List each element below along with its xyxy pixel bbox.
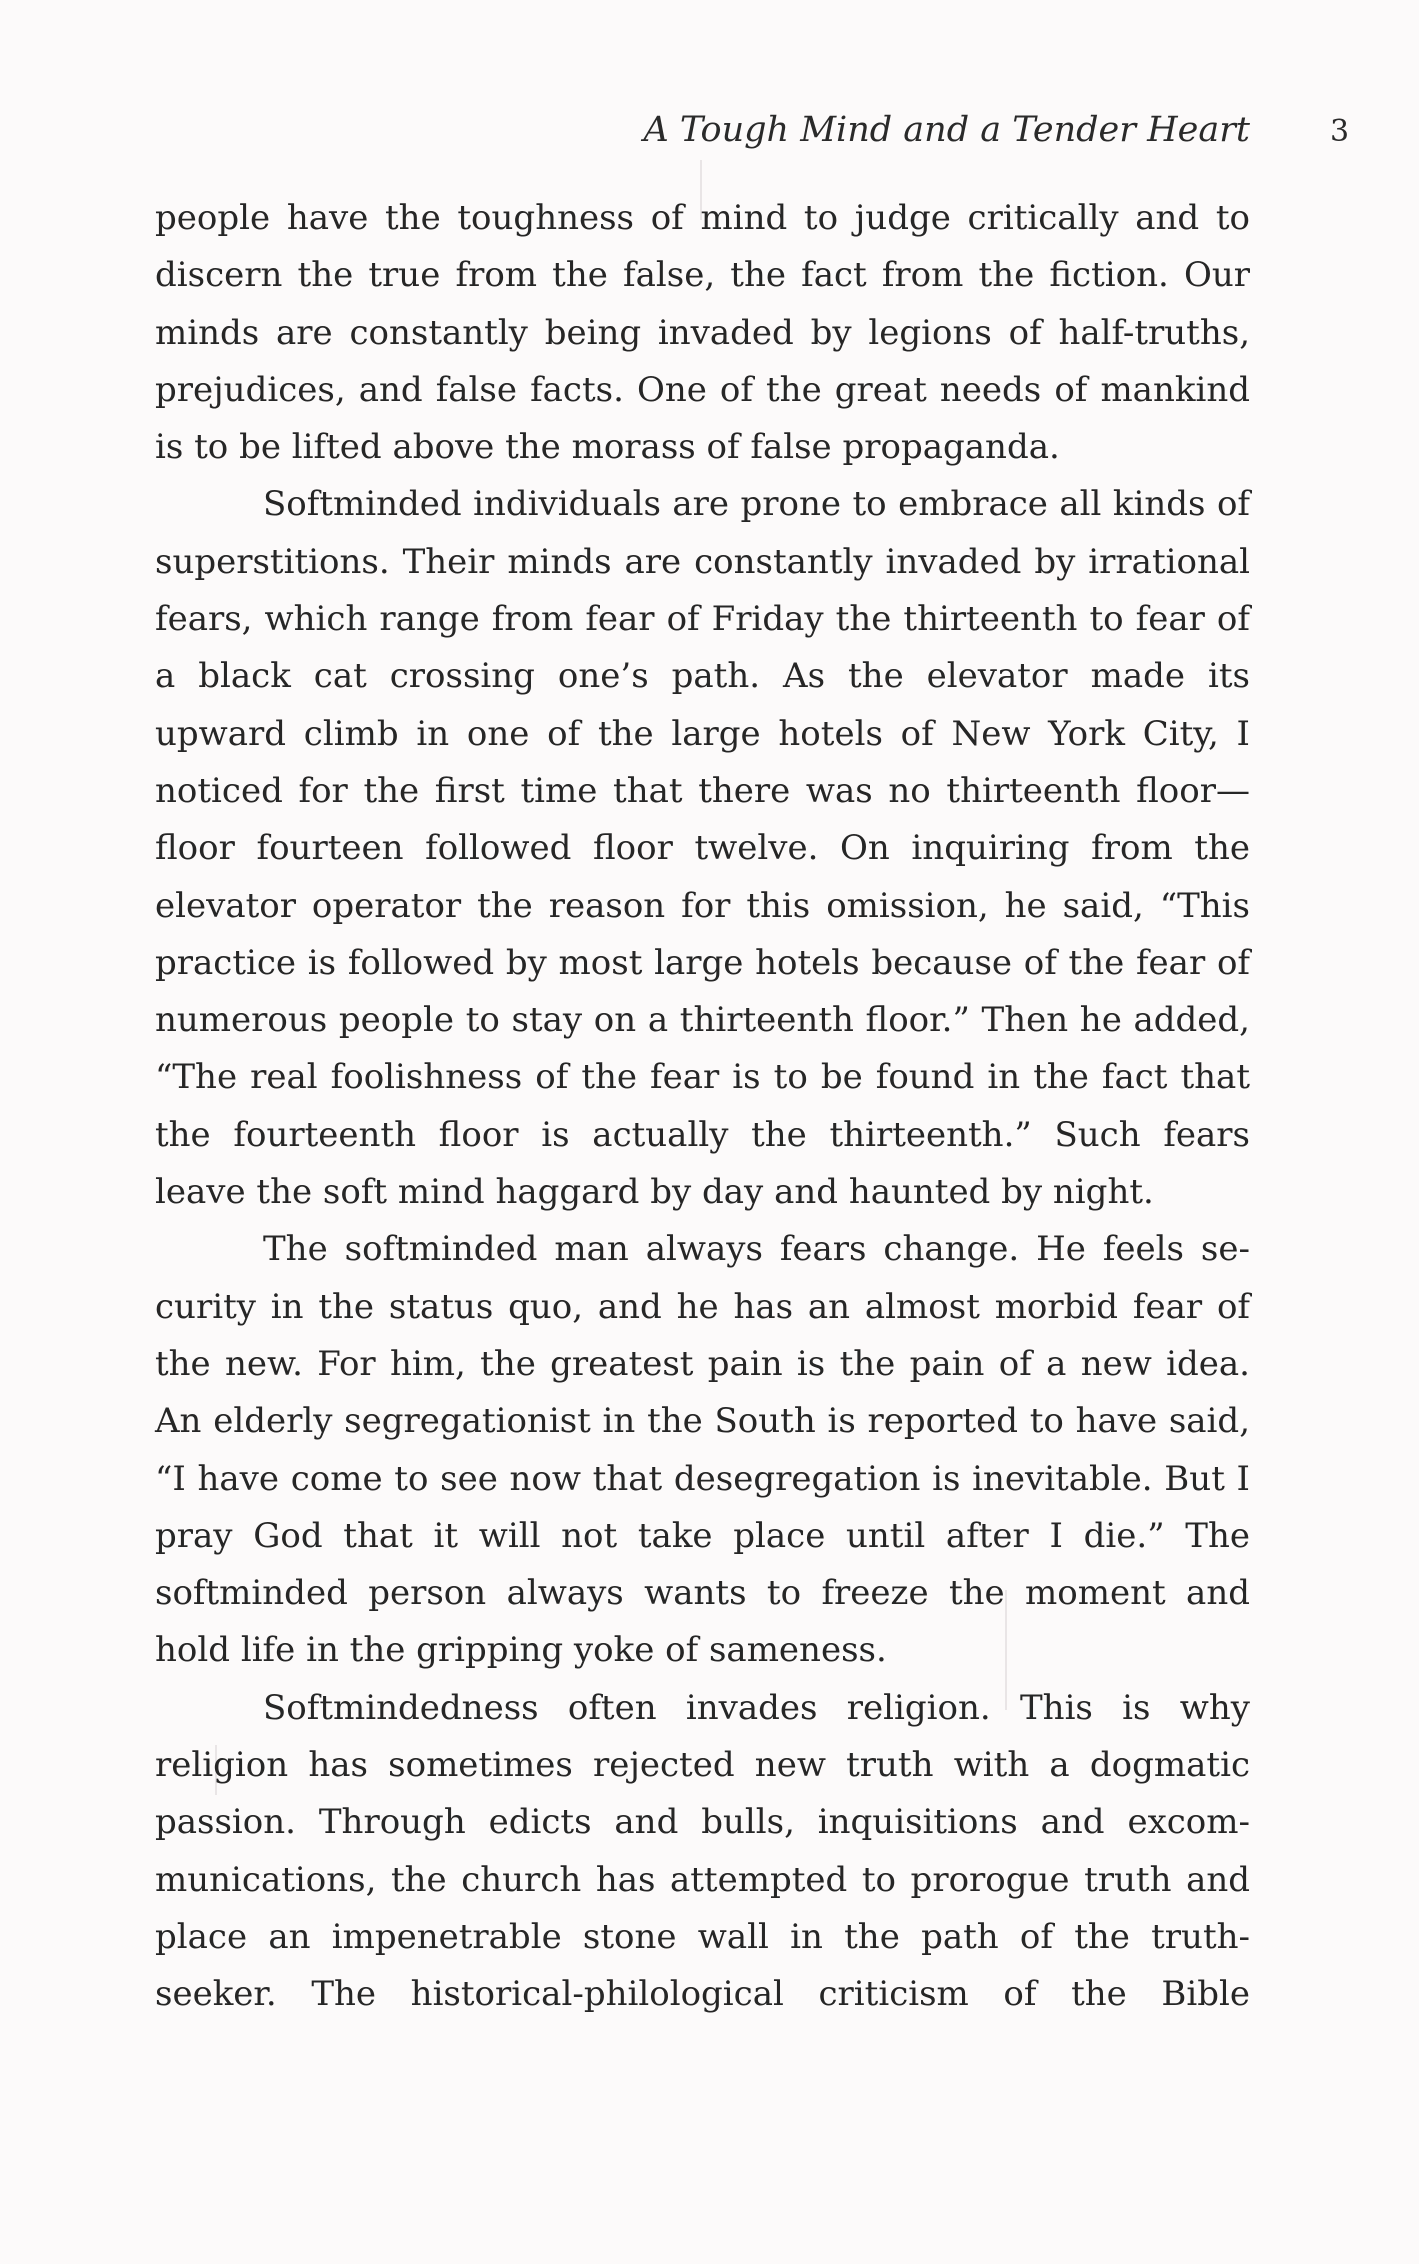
- paragraph-superstitions: Softminded individuals are prone to embrace all kinds of superstitions. Their minds are constantly invaded by irrational fears, which range from fear of Friday the thirteenth to fear of a black cat crossing one’s path. As the elevator made its upward climb in one of the large hotels of New York City, I noticed for the first time that there was no thirteenth floor—floor fourteen followed floor twelve. On inquiring from the elevator operator the reason for this omission, he said, “This practice is followed by most large hotels because of the fear of numerous people to stay on a thirteenth floor.” Then he added, “The real foolishness of the fear is to be found in the fact that the fourteenth floor is actually the thirteenth.” Such fears leave the soft mind haggard by day and haunted by night.: [155, 484, 1250, 1213]
- running-head-title: A Tough Mind and a Tender Heart: [643, 110, 1250, 150]
- paragraph-fears-change: The softminded man always fears change. He feels security in the status quo, and he has an almost morbid fear of the new. For him, the greatest pain is the pain of a new idea. An elderly segregationist in the South is reported to have said, “I have come to see now that desegregation is inevitable. But I pray God that it will not take place until after I die.” The softminded person always wants to freeze the moment and hold life in the gripping yoke of sameness.: [155, 1229, 1250, 1671]
- page-number: 3: [1330, 114, 1350, 149]
- paragraph-continued: people have the toughness of mind to judge critically and to discern the true from the false, the fact from the fiction. Our minds are constantly being invaded by legions of half-truths, prejudices, and false facts. One of the great needs of mankind is to be lifted above the morass of false propaganda.: [155, 198, 1250, 468]
- body-text: [155, 190, 1250, 2024]
- paragraph-religion: Softmindedness often invades religion. This is why religion has sometimes rejected new truth with a dogmatic passion. Through edicts and bulls, inquisitions and excommunications, the church has attempted to prorogue truth and place an impenetrable stone wall in the path of the truth-seeker. The historical-philological criticism of the Bible: [155, 1687, 1250, 2015]
